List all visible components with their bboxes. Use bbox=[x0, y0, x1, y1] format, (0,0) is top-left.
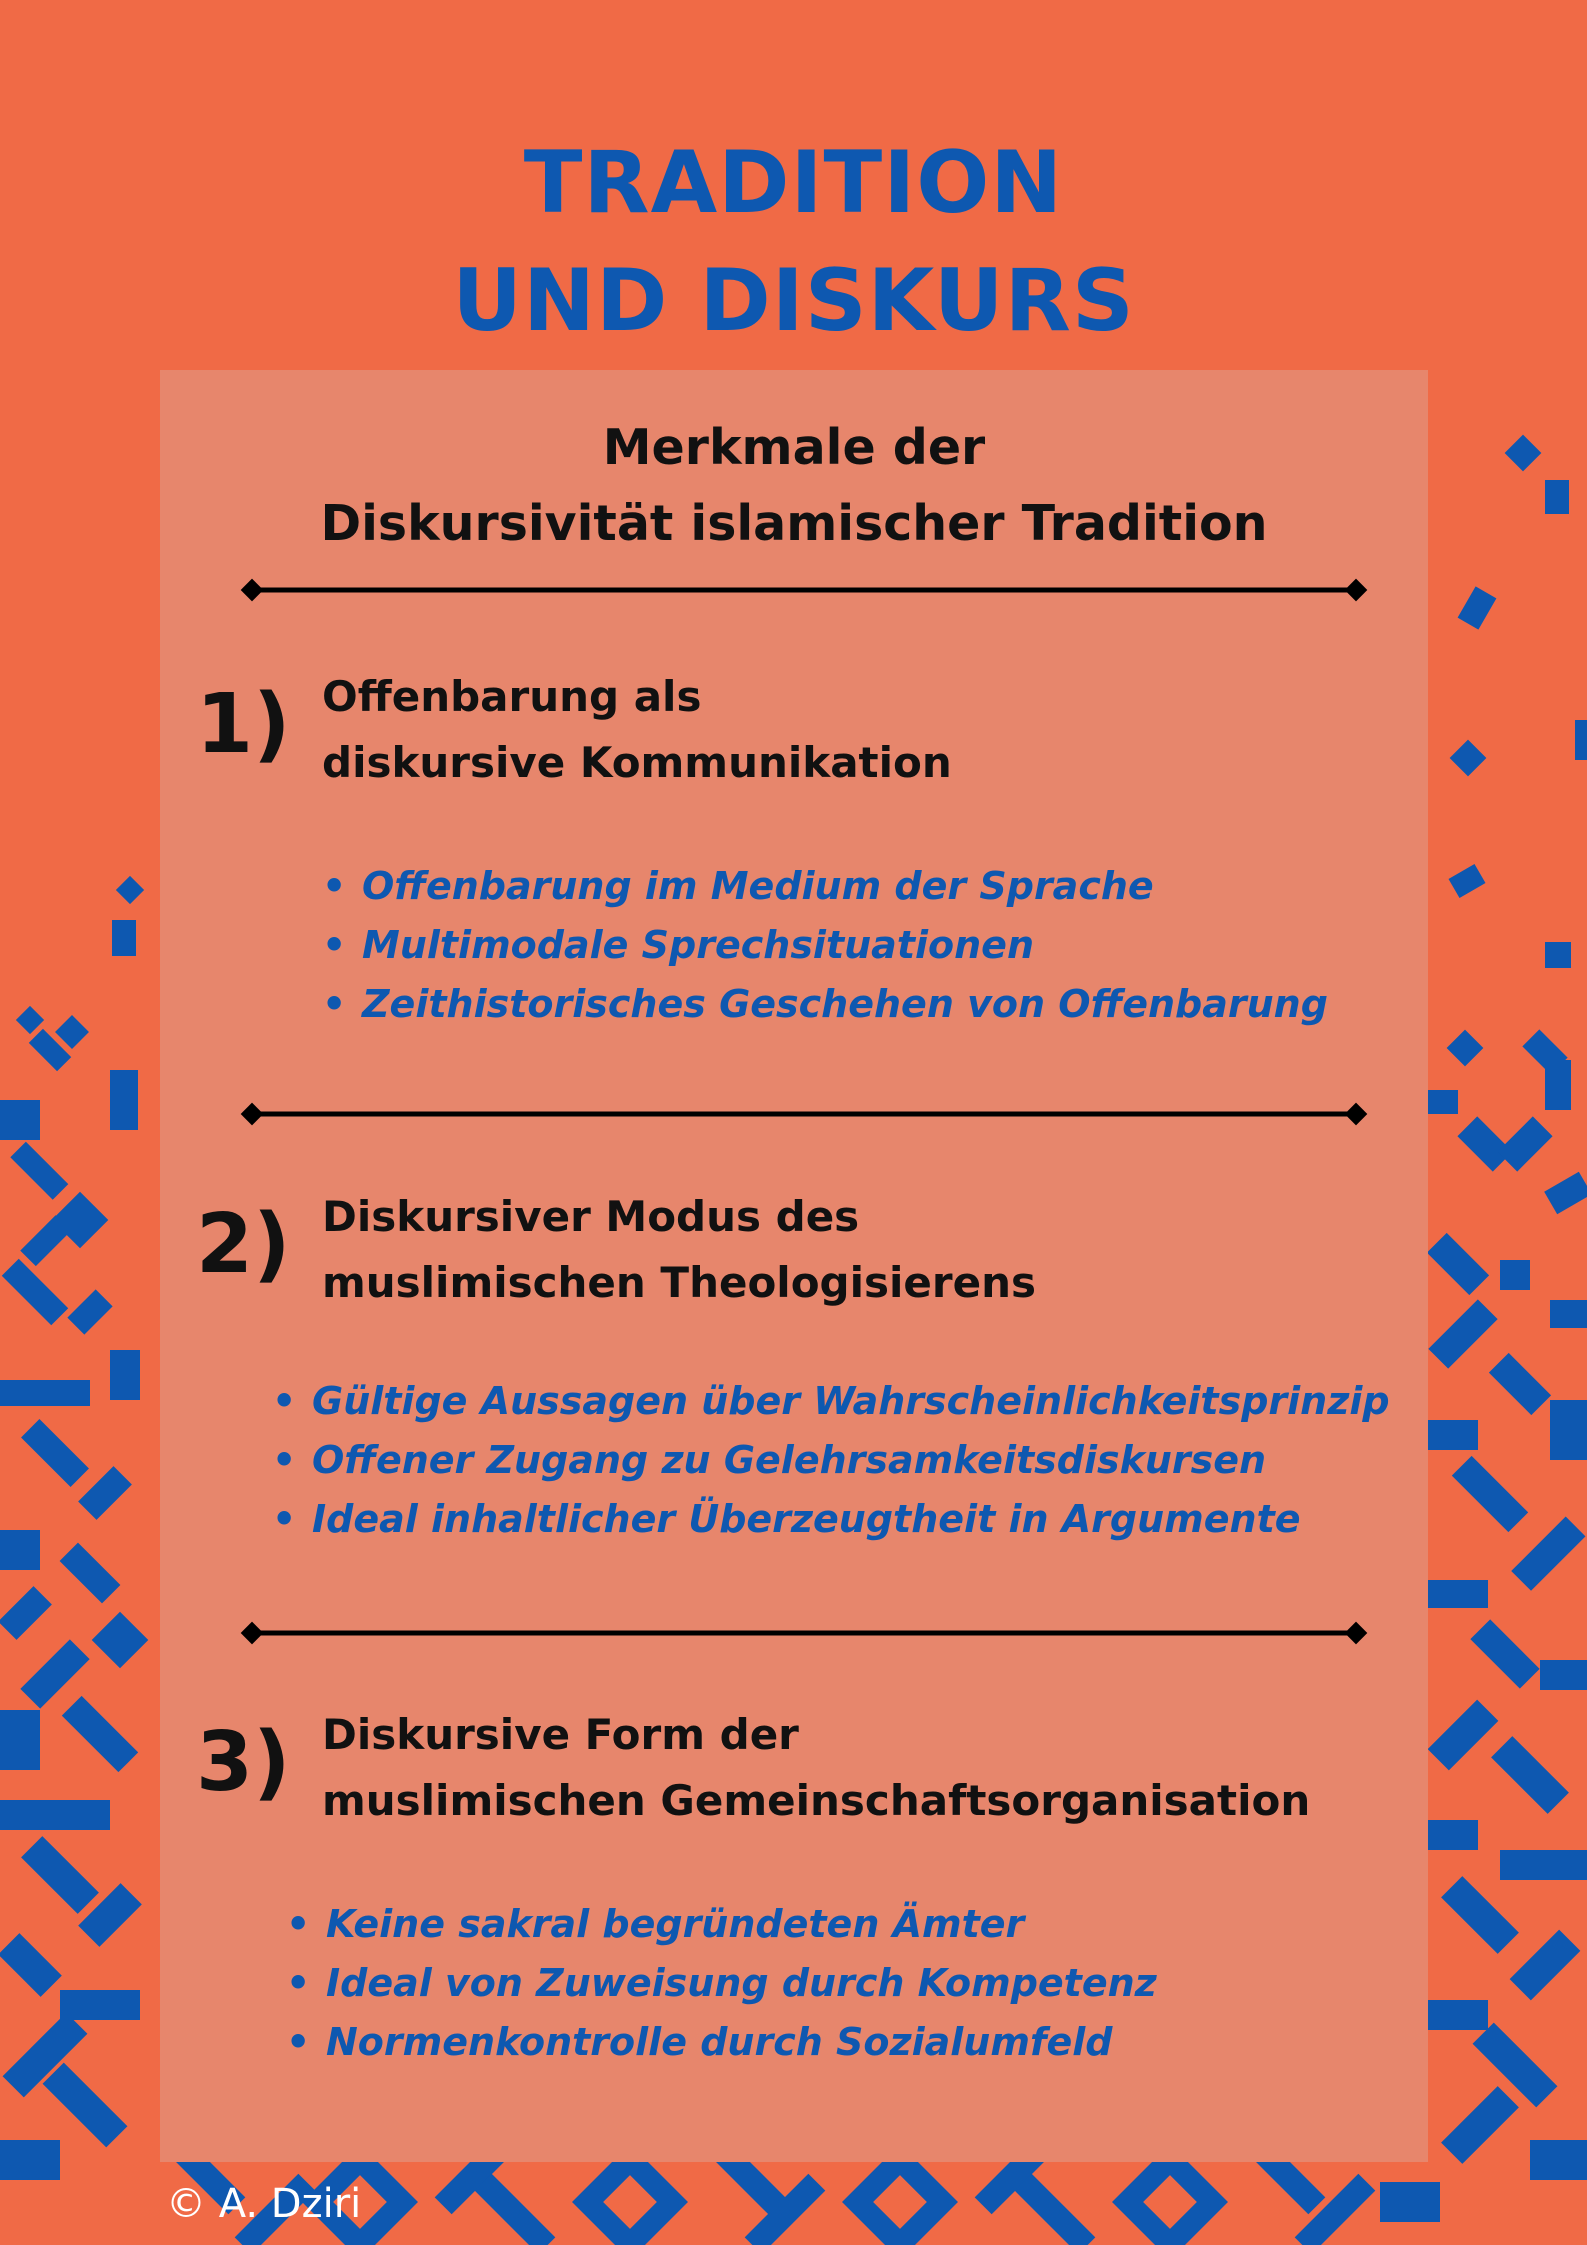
section-3-heading-line-2: muslimischen Gemeinschaftsorganisation bbox=[322, 1776, 1311, 1825]
page-title-line-2: UND DISKURS bbox=[452, 250, 1135, 351]
page-title-line-1: TRADITION bbox=[523, 132, 1064, 233]
panel-subtitle-line-1: Merkmale der bbox=[602, 419, 986, 476]
section-2-heading-line-1: Diskursiver Modus des bbox=[322, 1192, 860, 1241]
section-1-number: 1) bbox=[196, 677, 291, 772]
divider-line bbox=[238, 1618, 1370, 1648]
panel-subtitle-line-2: Diskursivität islamischer Tradition bbox=[320, 495, 1268, 552]
section-2-heading-line-2: muslimischen Theologisierens bbox=[322, 1258, 1036, 1307]
section-1-bullet-list bbox=[322, 857, 1328, 1034]
list-item: • Normenkontrolle durch Sozialumfeld bbox=[286, 2013, 1157, 2072]
section-2-heading bbox=[322, 1184, 1036, 1316]
list-item: • Ideal inhaltlicher Überzeugtheit in Argumente bbox=[272, 1490, 1390, 1549]
section-3-heading bbox=[322, 1702, 1310, 1834]
section-1-heading-line-2: diskursive Kommunikation bbox=[322, 738, 952, 787]
list-item: • Gültige Aussagen über Wahrscheinlichkeitsprinzip bbox=[272, 1372, 1390, 1431]
list-item: • Ideal von Zuweisung durch Kompetenz bbox=[286, 1954, 1157, 2013]
list-item: • Zeithistorisches Geschehen von Offenbarung bbox=[322, 975, 1328, 1034]
list-item: • Keine sakral begründeten Ämter bbox=[286, 1895, 1157, 1954]
section-3-number: 3) bbox=[196, 1715, 291, 1810]
copyright-notice: © A. Dziri bbox=[166, 2181, 362, 2227]
section-3-heading-line-1: Diskursive Form der bbox=[322, 1710, 799, 1759]
divider-line bbox=[238, 575, 1370, 605]
page-title bbox=[0, 124, 1587, 360]
divider-line bbox=[238, 1099, 1370, 1129]
section-1-heading-line-1: Offenbarung als bbox=[322, 672, 702, 721]
section-2-bullet-list bbox=[272, 1372, 1390, 1549]
panel-subtitle bbox=[160, 410, 1428, 562]
section-2-number: 2) bbox=[196, 1197, 291, 1292]
list-item: • Offener Zugang zu Gelehrsamkeitsdiskursen bbox=[272, 1431, 1390, 1490]
content-panel bbox=[160, 370, 1428, 2162]
section-3-bullet-list bbox=[286, 1895, 1157, 2072]
list-item: • Multimodale Sprechsituationen bbox=[322, 916, 1328, 975]
section-1-heading bbox=[322, 664, 952, 796]
list-item: • Offenbarung im Medium der Sprache bbox=[322, 857, 1328, 916]
